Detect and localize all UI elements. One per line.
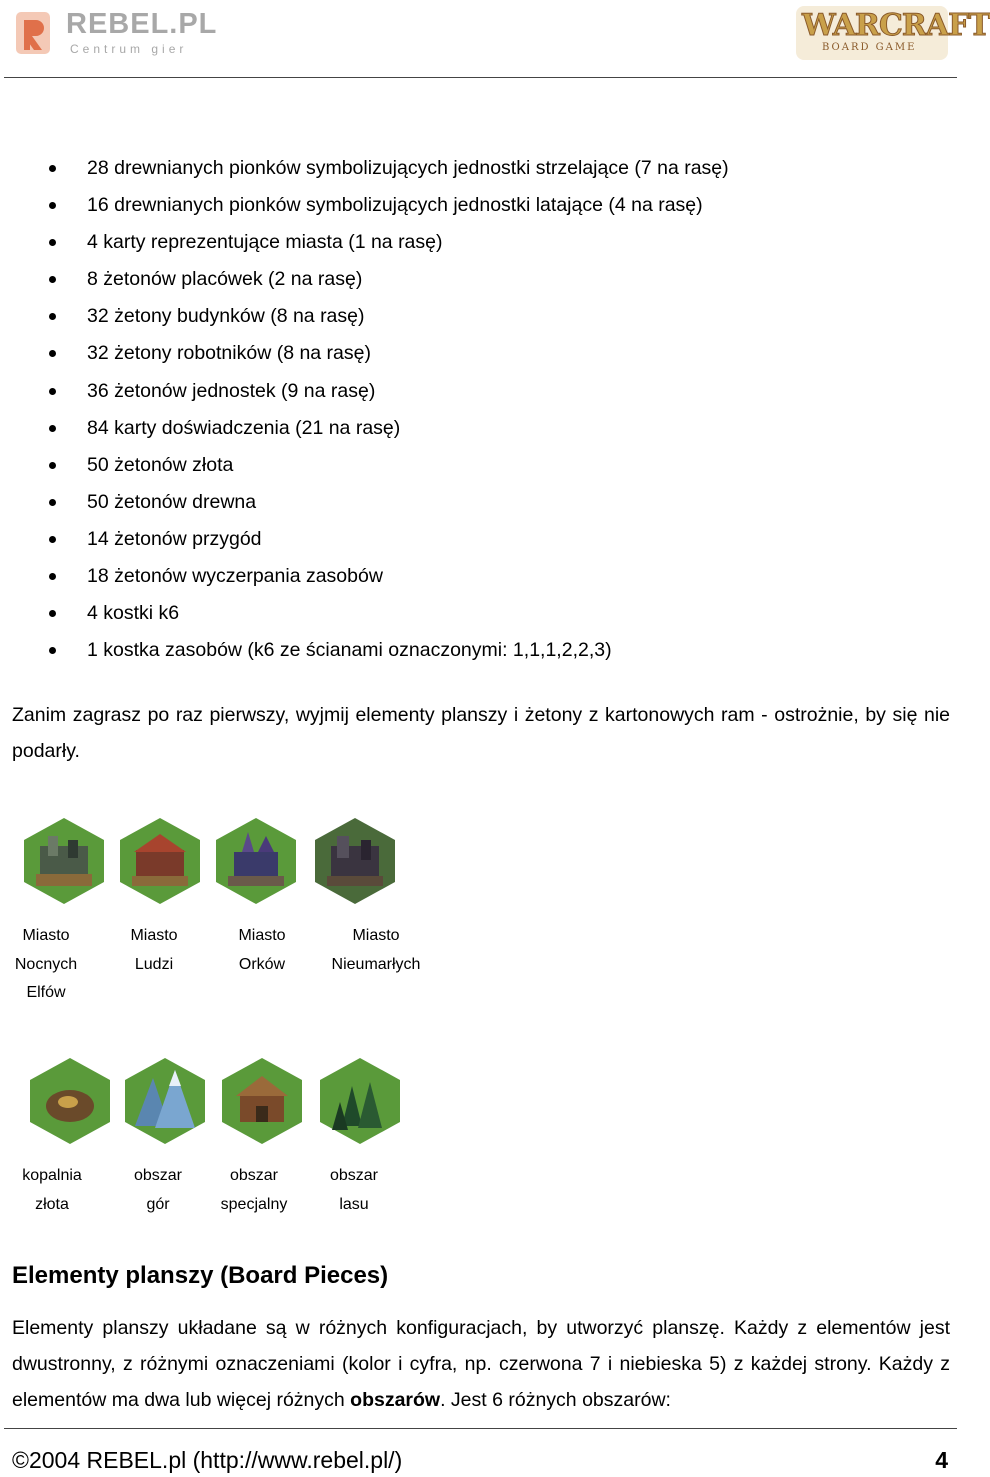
header-divider xyxy=(4,77,957,78)
component-text: 4 kostki k6 xyxy=(87,602,180,625)
night-elf-city-tile xyxy=(22,816,106,906)
orc-city-tile xyxy=(214,816,298,906)
component-text: 16 drewnianych pionków symbolizujących jednostki latające (4 na rasę) xyxy=(87,194,703,217)
footer-divider xyxy=(4,1428,957,1429)
gold-mine-caption xyxy=(12,1162,92,1219)
caption-line: lasu xyxy=(339,1195,369,1213)
caption-line: Orków xyxy=(238,955,286,973)
paragraph-text-end: . Jest 6 różnych obszarów: xyxy=(440,1389,671,1411)
section-heading: Elementy planszy (Board Pieces) xyxy=(12,1262,389,1289)
caption-line: Miasto xyxy=(22,927,70,944)
warcraft-logo xyxy=(792,2,990,64)
gold-mine-tile xyxy=(28,1056,112,1146)
component-text: 14 żetonów przygód xyxy=(87,527,262,550)
warcraft-logo-subtitle: BOARD GAME xyxy=(822,42,917,53)
bullet-icon xyxy=(49,202,56,209)
component-text: 36 żetonów jednostek (9 na rasę) xyxy=(87,379,376,402)
caption-line: obszar xyxy=(329,1167,379,1184)
component-text: 28 drewnianych pionków symbolizujących jednostki strzelające (7 na rasę) xyxy=(87,157,729,179)
bullet-icon xyxy=(49,462,56,469)
undead-city-tile xyxy=(313,816,397,906)
caption-line: Nocnych xyxy=(14,955,78,973)
caption-line: złota xyxy=(35,1195,69,1213)
caption-line: obszar xyxy=(229,1167,279,1184)
component-text: 32 żetony robotników (8 na rasę) xyxy=(87,342,371,365)
caption-line: kopalnia xyxy=(22,1167,82,1184)
board-pieces-paragraph xyxy=(12,1310,950,1418)
human-city-tile xyxy=(118,816,202,906)
bullet-icon xyxy=(49,313,56,320)
bullet-icon xyxy=(49,610,56,617)
caption-line: specjalny xyxy=(220,1195,288,1213)
component-text: 50 żetonów drewna xyxy=(87,490,257,513)
bullet-icon xyxy=(49,425,56,432)
caption-line: Ludzi xyxy=(134,955,174,973)
caption-line: Nieumarłych xyxy=(331,955,421,973)
caption-line: Miasto xyxy=(352,927,400,944)
component-text: 18 żetonów wyczerpania zasobów xyxy=(87,565,383,588)
caption-line: Miasto xyxy=(130,927,178,944)
paragraph-bold-term: obszarów xyxy=(350,1389,441,1411)
bullet-icon xyxy=(49,647,56,654)
bullet-icon xyxy=(49,536,56,543)
bullet-icon xyxy=(49,499,56,506)
page-number: 4 xyxy=(935,1447,948,1473)
bullet-icon xyxy=(49,165,56,172)
page-header xyxy=(0,0,990,78)
component-text: 8 żetonów placówek (2 na rasę) xyxy=(87,268,363,291)
rebel-logo-mark xyxy=(16,12,50,54)
footer-copyright: ©2004 REBEL.pl (http://www.rebel.pl/) xyxy=(12,1447,403,1473)
orc-city-caption xyxy=(226,922,298,979)
undead-city-caption xyxy=(318,922,434,979)
rebel-logo xyxy=(14,6,218,60)
intro-paragraph: Zanim zagrasz po raz pierwszy, wyjmij elementy planszy i żetony z kartonowych ram - ostrożnie, by się nie podarły. xyxy=(12,704,950,762)
night-elf-city-caption xyxy=(10,922,82,1008)
caption-line: gór xyxy=(146,1195,170,1213)
bullet-icon xyxy=(49,239,56,246)
human-city-caption xyxy=(118,922,190,979)
component-text: 1 kostka zasobów (k6 ze ścianami oznaczonymi: 1,1,1,2,2,3) xyxy=(87,639,612,662)
component-text: 32 żetony budynków (8 na rasę) xyxy=(87,305,365,328)
component-text: 4 karty reprezentujące miasta (1 na rasę) xyxy=(87,231,443,254)
bullet-icon xyxy=(49,276,56,283)
caption-line: Elfów xyxy=(26,984,66,1001)
rebel-logo-subtitle: Centrum gier xyxy=(70,42,188,56)
special-area-tile xyxy=(220,1056,304,1146)
special-area-caption xyxy=(212,1162,296,1219)
bullet-icon xyxy=(49,350,56,357)
warcraft-logo-wordmark: WARCRAFT xyxy=(802,8,990,43)
forest-area-caption xyxy=(314,1162,394,1219)
bullet-icon xyxy=(49,388,56,395)
mountain-area-tile xyxy=(123,1056,207,1146)
caption-line: Miasto xyxy=(238,927,286,944)
component-text: 84 karty doświadczenia (21 na rasę) xyxy=(87,416,401,439)
mountain-area-caption xyxy=(118,1162,198,1219)
paragraph-text: Elementy planszy układane są w różnych konfiguracjach, by utworzyć planszę. Każdy z elementów jest dwustronny, z różnymi oznaczeniami (kolor i cyfra, np. czerwona 7 i niebieska 5) z każdej strony. Każdy z elementów ma dwa lub więcej różnych xyxy=(12,1317,950,1411)
caption-line: obszar xyxy=(133,1167,183,1184)
component-text: 50 żetonów złota xyxy=(87,453,234,476)
rebel-logo-wordmark: REBEL.PL xyxy=(66,8,218,40)
forest-area-tile xyxy=(318,1056,402,1146)
bullet-icon xyxy=(49,573,56,580)
